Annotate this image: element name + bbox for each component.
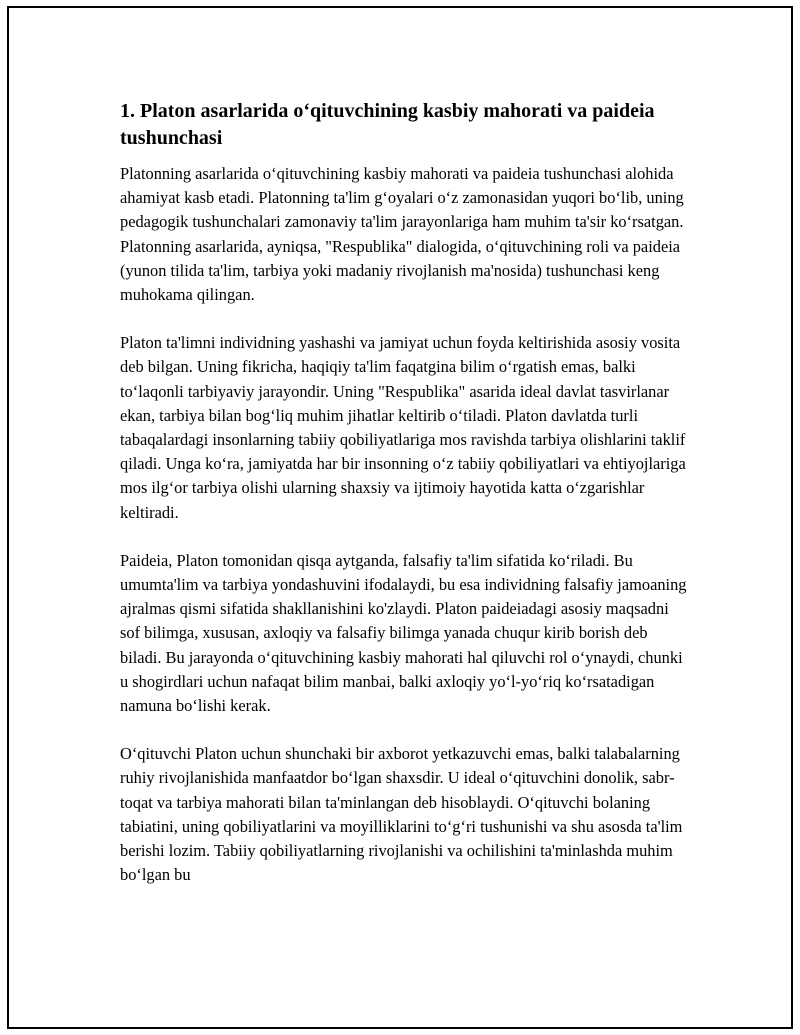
page-frame: [7, 6, 793, 1029]
paragraph-4: O‘qituvchi Platon uchun shunchaki bir axborot yetkazuvchi emas, balki talabalarning ruhiy rivojlanishida manfaatdor bo‘lgan shaxsdir. U ideal o‘qituvchini donolik, sabr-toqat va tarbiya mahorati bilan ta'minlangan deb hisoblaydi. O‘qituvchi bolaning tabiatini, uning qobiliyatlarini va moyilliklarini to‘g‘ri tushunishi va shu asosda ta'lim berishi lozim. Tabiiy qobiliyatlarning rivojlanishi va ochilishini ta'minlashda muhim bo‘lgan bu: [120, 744, 683, 885]
paragraph-2: Platon ta'limni individning yashashi va jamiyat uchun foyda keltirishida asosiy vosita deb bilgan. Uning fikricha, haqiqiy ta'lim faqatgina bilim o‘rgatish emas, balki to‘laqonli tarbiyaviy jarayondir. Uning "Respublika" asarida ideal davlat tasvirlanar ekan, tarbiya bilan bog‘liq muhim jihatlar keltirib o‘tiladi. Platon davlatda turli tabaqalardagi insonlarning tabiiy qobiliyatlariga mos ravishda tarbiya olishlarini taklif qiladi. Unga ko‘ra, jamiyatda har bir insonning o‘z tabiiy qobiliyatlari va ehtiyojlariga mos ilg‘or tarbiya olishi ularning shaxsiy va ijtimoiy hayotida katta o‘zgarishlar keltiradi.: [120, 333, 686, 522]
document-body: [120, 98, 690, 911]
paragraph-3: Paideia, Platon tomonidan qisqa aytganda, falsafiy ta'lim sifatida ko‘riladi. Bu umumta'lim va tarbiya yondashuvini ifodalaydi, bu esa individning falsafiy jamoaning ajralmas qismi sifatida shakllanishini ko'zlaydi. Platon paideiadagi asosiy maqsadni sof bilimga, xususan, axloqiy va falsafiy bilimga yanada chuqur kirib borish deb biladi. Bu jarayonda o‘qituvchining kasbiy mahorati hal qiluvchi rol o‘ynaydi, chunki u shogirdlari uchun nafaqat bilim manbai, balki axloqiy yo‘l-yo‘riq ko‘rsatadigan namuna bo‘lishi kerak.: [120, 550, 687, 716]
section-heading: 1. Platon asarlarida o‘qituvchining kasbiy mahorati va paideia tushunchasi: [120, 100, 655, 149]
paragraph-1: Platonning asarlarida o‘qituvchining kasbiy mahorati va paideia tushunchasi alohida ahamiyat kasb etadi. Platonning ta'lim g‘oyalari o‘z zamonasidan yuqori bo‘lib, uning pedagogik tushunchalari zamonaviy ta'lim jarayonlariga ham muhim ta'sir ko‘rsatgan. Platonning asarlarida, ayniqsa, "Respublika" dialogida, o‘qituvchining roli va paideia (yunon tilida ta'lim, tarbiya yoki madaniy rivojlanish ma'nosida) tushunchasi keng muhokama qilingan.: [120, 164, 684, 305]
